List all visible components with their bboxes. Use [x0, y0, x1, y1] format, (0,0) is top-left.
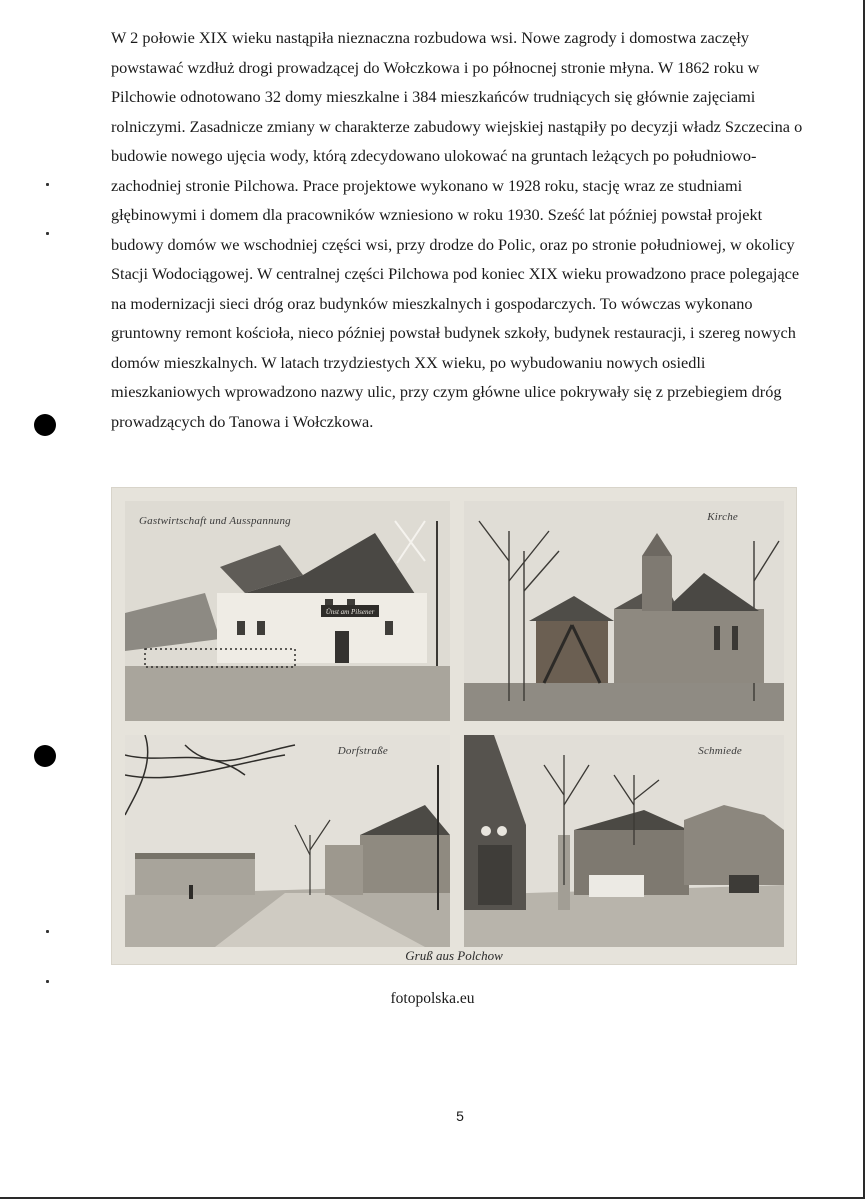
- body-paragraph: W 2 połowie XIX wieku nastąpiła nieznaczna rozbudowa wsi. Nowe zagrody i domostwa zaczęły powstawać wzdłuż drogi prowadzącej do Wołczkowa i po północnej stronie młyna. W 1862 roku w Pilchowie odnotowano 32 domy mieszkalne i 384 mieszkańców trudniących się głównie zajęciami rolniczymi. Zasadnicze zmiany w charakterze zabudowy wiejskiej nastąpiły po decyzji władz Szczecina o budowie nowego ujęcia wody, którą zdecydowano ulokować na gruntach leżących po południowo-zachodniej stronie Pilchowa. Prace projektowe wykonano w 1928 roku, stację wraz ze studniami głębinowymi i domem dla pracowników wzniesiono w roku 1930. Sześć lat później powstał projekt budowy domów we wschodniej części wsi, przy drodze do Polic, oraz po stronie południowej, w okolicy Stacji Wodociągowej. W centralnej części Pilchowa pod koniec XIX wieku prowadzono prace polegające na modernizacji sieci dróg oraz budynków mieszkalnych i gospodarczych. To wówczas wykonano gruntowny remont kościoła, nieco później powstał budynek szkoły, budynek restauracji, i szereg nowych domów mieszkalnych. W latach trzydziestych XX wieku, po wybudowaniu nowych osiedli mieszkaniowych wprowadzono nazwy ulic, przy czym główne ulice pokrywały się z przebiegiem dróg prowadzących do Tanowa i Wołczkowa.: [111, 28, 803, 431]
- scan-speck: [46, 183, 49, 186]
- scan-speck: [46, 232, 49, 235]
- smithy-photo: [464, 735, 784, 947]
- punch-hole-top: [34, 414, 56, 436]
- panel-label-inn: Gastwirtschaft und Ausspannung: [139, 515, 291, 527]
- scan-speck: [46, 980, 49, 983]
- postcard-panel-smithy: [464, 735, 784, 947]
- panel-label-church: Kirche: [707, 511, 738, 523]
- village-street-photo: [125, 735, 450, 947]
- postcard-panel-inn: [125, 501, 450, 721]
- panel-label-village-street: Dorfstraße: [337, 745, 388, 757]
- postcard-caption: Gruß aus Polchow: [405, 948, 503, 963]
- postcard-panel-village-street: [125, 735, 450, 947]
- punch-hole-bottom: [34, 745, 56, 767]
- inn-sign-text: Ünst am Pilsener: [325, 608, 375, 616]
- postcard-panel-church: [464, 501, 784, 721]
- panel-label-smithy: Schmiede: [698, 745, 742, 757]
- image-source: fotopolska.eu: [390, 990, 475, 1007]
- postcard-image: [111, 487, 797, 965]
- church-photo: [464, 501, 784, 721]
- page-number: 5: [456, 1108, 464, 1124]
- scan-speck: [46, 930, 49, 933]
- inn-photo: [125, 501, 450, 721]
